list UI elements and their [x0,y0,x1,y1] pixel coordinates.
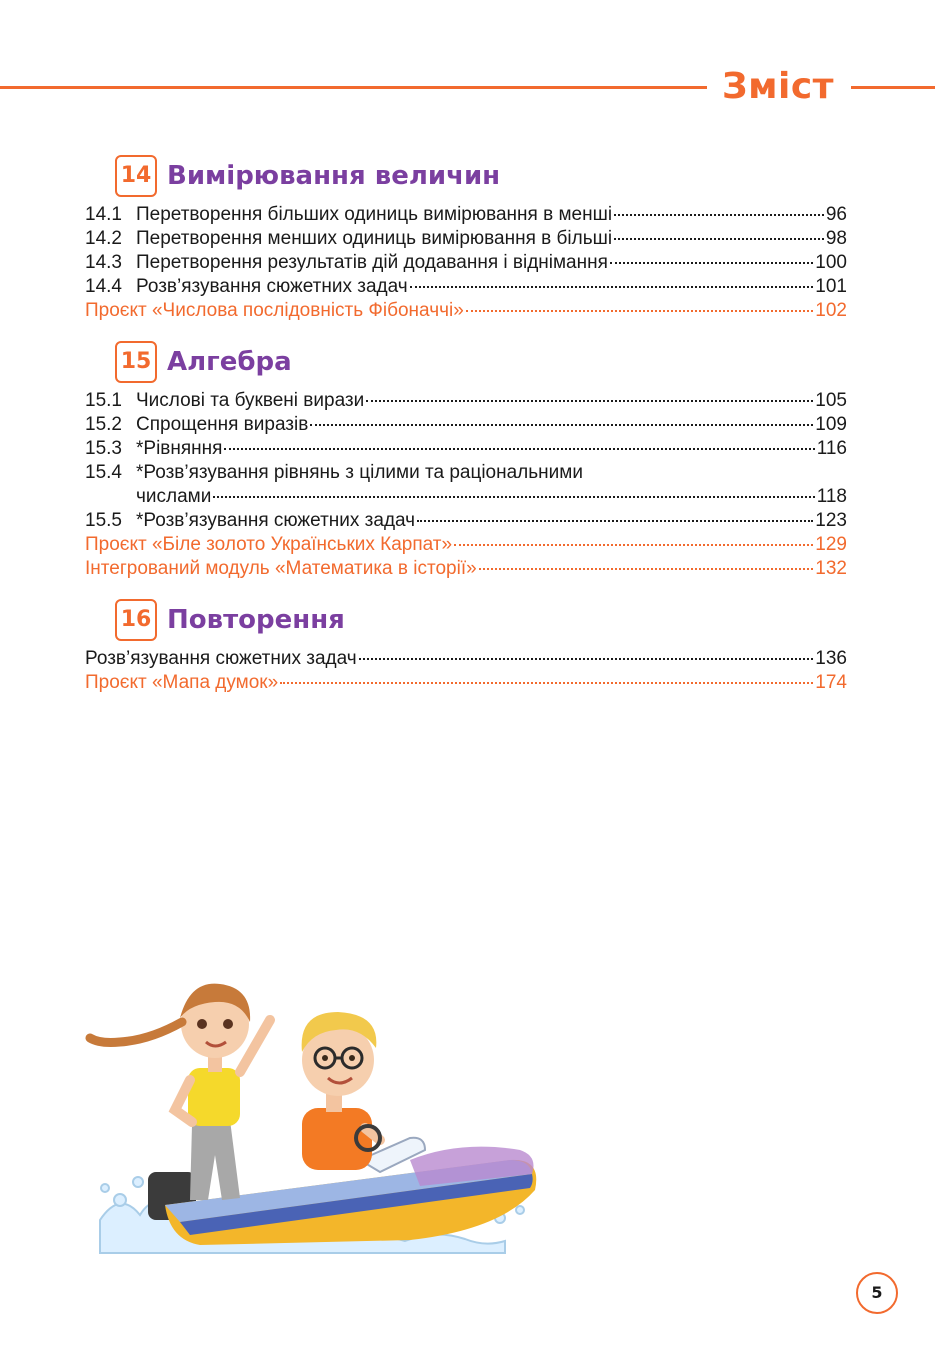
dot-leader [224,448,814,450]
toc-module-entry[interactable] [85,557,847,581]
toc-entry[interactable] [85,275,847,299]
toc-entry-title: Перетворення менших одиниць вимірювання в більші [136,228,613,249]
toc-entry-page: 101 [815,276,847,297]
section-heading-16 [115,600,345,640]
toc-entry-page: 100 [815,252,847,273]
toc-entry-title: *Розв’язування рівнянь з цілими та раціональними [136,462,583,483]
header-rule-left [0,86,707,89]
toc-entry-title: Проєкт «Числова послідовність Фібоначчі» [85,300,464,321]
dot-leader [614,214,824,216]
kids-boat-illustration [80,960,550,1260]
toc-entry-title: Проєкт «Біле золото Українських Карпат» [85,534,453,555]
toc-entry-title: *Рівняння [136,438,223,459]
toc-project-entry[interactable] [85,299,847,323]
toc-entry-title: Перетворення більших одиниць вимірювання в менші [136,204,613,225]
toc-entry-page: 129 [815,534,847,555]
toc-entry-number: 14.3 [85,252,122,273]
toc-entry-number: 14.4 [85,276,122,297]
toc-entry[interactable] [85,509,847,533]
toc-entry-number: 15.2 [85,414,122,435]
dot-leader [280,682,813,684]
girl-figure [90,984,270,1200]
toc-entry-number: 15.1 [85,390,122,411]
toc-entry-page: 105 [815,390,847,411]
toc-entry-number: 14.2 [85,228,122,249]
dot-leader [410,286,814,288]
dot-leader [213,496,814,498]
section-title: Повторення [167,605,345,635]
toc-entry-page: 174 [815,672,847,693]
toc-entry-title: Розв’язування сюжетних задач [136,276,408,297]
section-title: Вимірювання величин [167,161,501,191]
toc-project-entry[interactable] [85,533,847,557]
dot-leader [359,658,814,660]
dot-leader [466,310,814,312]
toc-entry-page: 118 [816,486,847,507]
dot-leader [417,520,813,522]
section-number-box: 14 [115,155,157,197]
toc-entry-title: Числові та буквені вирази [136,390,365,411]
dot-leader [366,400,813,402]
toc-entry[interactable] [85,389,847,413]
dot-leader [614,238,824,240]
toc-entry-page: 136 [815,648,847,669]
toc-entry-continuation[interactable] [85,485,847,509]
toc-entry-number: 15.4 [85,462,122,483]
toc-entry[interactable] [85,227,847,251]
toc-entry[interactable] [85,251,847,275]
toc-entry-number: 15.5 [85,510,122,531]
toc-entry-number: 15.3 [85,438,122,459]
toc-entry[interactable] [85,461,847,485]
toc-entry-page: 109 [815,414,847,435]
section-number-box: 16 [115,599,157,641]
toc-entry[interactable] [85,413,847,437]
dot-leader [610,262,813,264]
boy-figure [302,1012,380,1170]
section-heading-15 [115,342,292,382]
toc-entry-title: Розв’язування сюжетних задач [85,648,357,669]
toc-entry-page: 102 [815,300,847,321]
toc-entry-title: числами [136,486,212,507]
toc-entry-page: 123 [815,510,847,531]
page-title: Зміст [722,66,835,107]
dot-leader [479,568,814,570]
toc-entry-page: 96 [825,204,847,225]
toc-entry-page: 132 [815,558,847,579]
section-title: Алгебра [167,347,292,377]
toc-entry[interactable] [85,437,847,461]
toc-entry-page: 98 [825,228,847,249]
toc-entry-title: Перетворення результатів дій додавання і віднімання [136,252,608,273]
dot-leader [310,424,813,426]
toc-entry-title: Спрощення виразів [136,414,309,435]
toc-entry-page: 116 [816,438,847,459]
toc-entry[interactable] [85,647,847,671]
toc-entry-title: Інтегрований модуль «Математика в історії» [85,558,477,579]
toc-project-entry[interactable] [85,671,847,695]
header-rule-right [851,86,935,89]
toc-entry[interactable] [85,203,847,227]
section-number-box: 15 [115,341,157,383]
toc-entry-title: Проєкт «Мапа думок» [85,672,279,693]
toc-entry-number: 14.1 [85,204,122,225]
page-number: 5 [856,1272,898,1314]
toc-entry-title: *Розв’язування сюжетних задач [136,510,416,531]
section-heading-14 [115,156,500,196]
dot-leader [454,544,813,546]
